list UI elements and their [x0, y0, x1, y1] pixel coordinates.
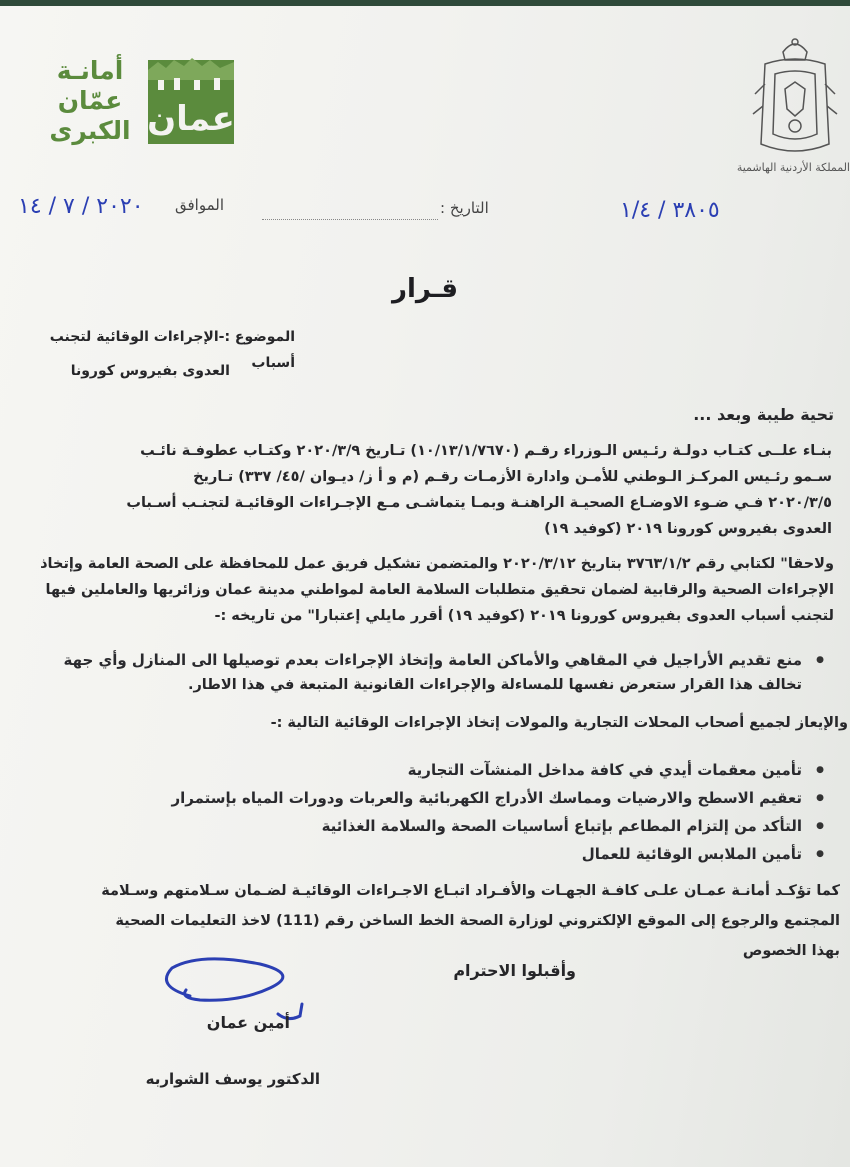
decision-bullet-list	[63, 646, 824, 674]
corresponding-label: الموافق	[175, 196, 225, 214]
decision-bullet-line-2: تخالف هذا القرار ستعرض نفسها للمساءلة والإجراءات القانونية المتبعة في هذا الاطار.	[187, 677, 802, 693]
instruction-text: والإيعاز لجميع أصحاب المحلات التجارية والمولات إتخاذ الإجراءات الوقائية التالية :-	[270, 715, 848, 731]
decision-bullet-continuation	[187, 672, 802, 698]
closing-line: المجتمع والرجوع إلى الموقع الإلكتروني لوزارة الصحة الخط الساخن رقم (111) لاخذ التعليمات الصحية	[115, 913, 840, 929]
regards: وأقبلوا الاحترام	[453, 961, 576, 980]
paragraph-1	[92, 438, 832, 542]
measures-list	[171, 756, 824, 868]
date-label: التاريخ :	[440, 199, 489, 217]
greeting: تحية طيبة وبعد ...	[693, 405, 834, 424]
greater-amman-logo-text	[44, 56, 136, 146]
logo-line-1: أمانـة	[56, 56, 124, 85]
paragraph-1-line: سـمو رئـيس المركـز الـوطني للأمـن وادارة الأزمـات رقـم (م و أ ز/ ديـوان /٤٥/ ٣٣٧) تـاريخ	[193, 469, 832, 485]
measure-item: ● تأمين الملابس الوقائية للعمال	[210, 840, 824, 868]
paragraph-2-line: ولاحقا" لكتابي رقم ٣٧٦٣/١/٢ بتاريخ ٢٠٢٠/٣/١٢ والمتضمن تشكيل فريق عمل للمحافظة على الصحة العامة وإتخاذ	[40, 556, 834, 572]
instruction-line	[270, 710, 848, 736]
logo-line-3: الكبرى	[49, 116, 131, 145]
measure-item: ● تأمين معقمات أيدي في كافة مداخل المنشآت التجارية	[210, 756, 824, 784]
closing-paragraph	[10, 876, 840, 966]
document-title: قـرار	[392, 274, 458, 304]
decision-bullet	[63, 646, 824, 674]
closing-line: كما تؤكـد أمانـة عمـان علـى كافـة الجهـات والأفـراد اتبـاع الاجـراءات الوقائيـة لضـمان سـلامتهم وسـلامة	[101, 883, 840, 899]
date-handwritten: ٢٠٢٠ / ٧ / ١٤	[18, 194, 144, 219]
logo-line-2: عمّان	[57, 86, 123, 115]
closing-line: بهذا الخصوص	[742, 943, 840, 959]
emblem-caption: المملكة الأردنية الهاشمية	[736, 161, 850, 174]
logo-mark-text: عمان	[147, 99, 235, 139]
paragraph-2-line: لتجنب أسباب العدوى بفيروس كورونا ٢٠١٩ (كوفيد ١٩) أقرر مايلي إعتبارا" من تاريخه :-	[214, 608, 834, 624]
paragraph-2-line: الإجراءات الصحية والرقابية لضمان تحقيق متطلبات السلامة العامة لمواطني مدينة عمان وزائريها والعاملين فيها	[45, 582, 834, 598]
decision-bullet-line-1: منع تقديم الأراجيل في المقاهي والأماكن العامة وإتخاذ الإجراءات بعدم توصيلها الى المنازل وأي جهة	[63, 651, 802, 669]
paragraph-1-line: العدوى بفيروس كورونا ٢٠١٩ (كوفيد ١٩)	[544, 521, 832, 537]
document-page	[0, 6, 850, 1167]
measure-item: ● التأكد من إلتزام المطاعم بإتباع أساسيات الصحة والسلامة الغذائية	[210, 812, 824, 840]
date-dotted-line	[262, 219, 438, 220]
reference-number-handwritten: ٣٨٠٥ / ١/٤	[620, 198, 720, 223]
greater-amman-logo-mark	[144, 50, 238, 150]
measure-item: ● تعقيم الاسطح والارضيات ومماسك الأدراج الكهربائية والعربات ودورات المياه بإستمرار	[210, 784, 824, 812]
royal-emblem-icon	[745, 34, 845, 164]
signatory-name: الدكتور يوسف الشواربه	[145, 1070, 320, 1088]
signatory-title: أمين عمان	[206, 1013, 290, 1032]
paragraph-1-line: بنـاء علــى كتـاب دولـة رئـيس الـوزراء رقـم (١٠/١٣/١/٧٦٧٠) تـاريخ ٢٠٢٠/٣/٩ وكتـاب عطوفـة نائـب	[140, 443, 832, 459]
paragraph-2	[24, 551, 834, 629]
subject-line-2: العدوى بفيروس كورونا	[70, 363, 230, 379]
paragraph-1-line: ٢٠٢٠/٣/٥ فـي ضـوء الاوضـاع الصحيـة الراهنـة وبمـا يتماشـى مـع الإجـراءات الوقائيـة لتجنـب أسـباب	[126, 495, 832, 511]
subject-line-1: الموضوع :-الإجراءات الوقائية لتجنب أسباب	[49, 329, 295, 371]
